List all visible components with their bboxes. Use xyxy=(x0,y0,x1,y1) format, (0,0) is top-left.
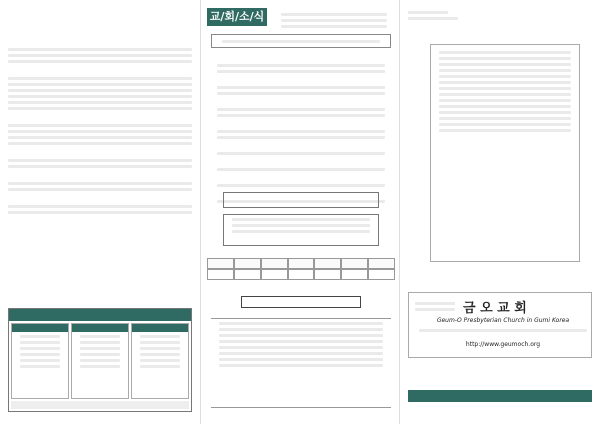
left-section-line xyxy=(8,130,192,133)
weekly-box xyxy=(223,214,379,246)
org-column-line xyxy=(80,341,120,344)
org-column-line xyxy=(140,335,180,338)
news-item-line xyxy=(217,136,385,139)
schedule-value-cell xyxy=(314,269,341,280)
news-item-line xyxy=(217,108,385,111)
prayer-line xyxy=(439,81,571,84)
news-item-label xyxy=(209,98,393,105)
left-section-line xyxy=(8,83,192,86)
left-section-heading xyxy=(8,67,192,74)
left-panel xyxy=(0,0,200,424)
org-column-line xyxy=(20,335,60,338)
left-section-line xyxy=(8,95,192,98)
news-item-line xyxy=(217,130,385,133)
news-item xyxy=(209,120,393,139)
left-section-line xyxy=(8,182,192,185)
news-top-box xyxy=(211,34,391,48)
church-name: 금 오 교 회 xyxy=(463,301,527,316)
news-item-label xyxy=(209,142,393,149)
church-denomination xyxy=(415,299,455,317)
org-box-footer xyxy=(11,401,189,409)
schedule-value-cell xyxy=(207,269,234,280)
prayer-line xyxy=(439,111,571,114)
org-column-line xyxy=(20,365,60,368)
church-website[interactable]: http://www.geumoch.org xyxy=(465,341,541,348)
schedule-header-cell xyxy=(261,258,288,269)
news-item-line xyxy=(217,92,385,95)
news-item-label xyxy=(209,54,393,61)
prayer-line xyxy=(439,57,571,60)
prayer-line xyxy=(439,99,571,102)
middle-panel xyxy=(200,0,400,424)
org-column-line xyxy=(140,347,180,350)
org-column-line xyxy=(80,365,120,368)
prayer-line xyxy=(439,105,571,108)
schedule-header-cell xyxy=(207,258,234,269)
news-item xyxy=(209,76,393,95)
left-section-heading xyxy=(8,114,192,121)
schedule-value-cell xyxy=(341,269,368,280)
prayer-line xyxy=(439,93,571,96)
org-column-line xyxy=(20,347,60,350)
org-column-line xyxy=(80,347,120,350)
news-item-line xyxy=(217,114,385,117)
org-column-line xyxy=(20,359,60,362)
news-item-line xyxy=(217,70,385,73)
schedule-header-cell xyxy=(288,258,315,269)
prayer-line xyxy=(439,117,571,120)
prayer-note-box xyxy=(223,192,379,208)
left-section-line xyxy=(8,89,192,92)
left-section-line xyxy=(8,48,192,51)
prayer-line xyxy=(439,75,571,78)
schedule-value-cell xyxy=(288,269,315,280)
news-item-line xyxy=(217,184,385,187)
prayer-line xyxy=(439,129,571,132)
prayer-lines xyxy=(431,51,579,132)
left-section-line xyxy=(8,54,192,57)
staff-title xyxy=(241,296,361,308)
org-box-columns xyxy=(11,323,189,399)
news-item-line xyxy=(217,168,385,171)
news-item xyxy=(209,142,393,155)
org-column-line xyxy=(80,353,120,356)
left-section-heading xyxy=(8,38,192,45)
schedule-header-cell xyxy=(314,258,341,269)
news-item-label xyxy=(209,158,393,165)
footer-bar xyxy=(408,390,592,402)
schedule-table xyxy=(207,258,395,280)
left-section-line xyxy=(8,165,192,168)
news-item-label xyxy=(209,76,393,83)
schedule-value-cell xyxy=(234,269,261,280)
org-column xyxy=(131,323,189,399)
prayer-line xyxy=(439,63,571,66)
prayer-line xyxy=(439,51,571,54)
left-section-line xyxy=(8,211,192,214)
org-column xyxy=(11,323,69,399)
left-section-line xyxy=(8,77,192,80)
org-column-heading xyxy=(72,324,128,332)
org-column-line xyxy=(140,341,180,344)
org-column-line xyxy=(80,335,120,338)
org-column-line xyxy=(20,353,60,356)
org-column-line xyxy=(140,365,180,368)
schedule-header-cell xyxy=(341,258,368,269)
prayer-line xyxy=(439,123,571,126)
left-section-line xyxy=(8,159,192,162)
masthead xyxy=(408,8,592,24)
left-section-heading xyxy=(8,172,192,179)
theme-line xyxy=(408,30,592,38)
schedule-header-cell xyxy=(368,258,395,269)
news-item-label xyxy=(209,120,393,127)
schedule-value-cell xyxy=(368,269,395,280)
left-section-line xyxy=(8,107,192,110)
church-name-en: Geum-O Presbyterian Church in Gumi Korea xyxy=(436,317,570,324)
org-box-title xyxy=(9,309,191,321)
left-section-heading xyxy=(8,195,192,202)
left-section-line xyxy=(8,101,192,104)
news-item-line xyxy=(217,86,385,89)
org-column-line xyxy=(140,359,180,362)
news-title: 교/회/소/식 xyxy=(207,8,267,26)
prayer-line xyxy=(439,69,571,72)
news-list xyxy=(201,52,400,206)
prayer-line xyxy=(439,87,571,90)
left-section-line xyxy=(8,205,192,208)
org-column-line xyxy=(140,353,180,356)
org-box xyxy=(8,308,192,412)
left-section-line xyxy=(8,142,192,145)
org-column-heading xyxy=(132,324,188,332)
news-header-lines xyxy=(273,10,395,31)
schedule-value-cell xyxy=(261,269,288,280)
org-column-line xyxy=(20,341,60,344)
org-column-heading xyxy=(12,324,68,332)
left-section-heading xyxy=(8,149,192,156)
news-item xyxy=(209,98,393,117)
left-sections xyxy=(0,34,200,217)
news-item-line xyxy=(217,152,385,155)
left-section-line xyxy=(8,136,192,139)
news-item xyxy=(209,158,393,171)
church-card xyxy=(408,292,592,358)
right-panel xyxy=(400,0,600,424)
news-item-line xyxy=(217,64,385,67)
prayer-box xyxy=(430,44,580,262)
news-item xyxy=(209,174,393,187)
org-column xyxy=(71,323,129,399)
org-column-line xyxy=(80,359,120,362)
news-item xyxy=(209,54,393,73)
left-section-line xyxy=(8,60,192,63)
left-section-line xyxy=(8,124,192,127)
staff-table xyxy=(211,318,391,408)
news-item-label xyxy=(209,174,393,181)
church-address xyxy=(419,327,587,334)
left-section-line xyxy=(8,188,192,191)
schedule-header-cell xyxy=(234,258,261,269)
